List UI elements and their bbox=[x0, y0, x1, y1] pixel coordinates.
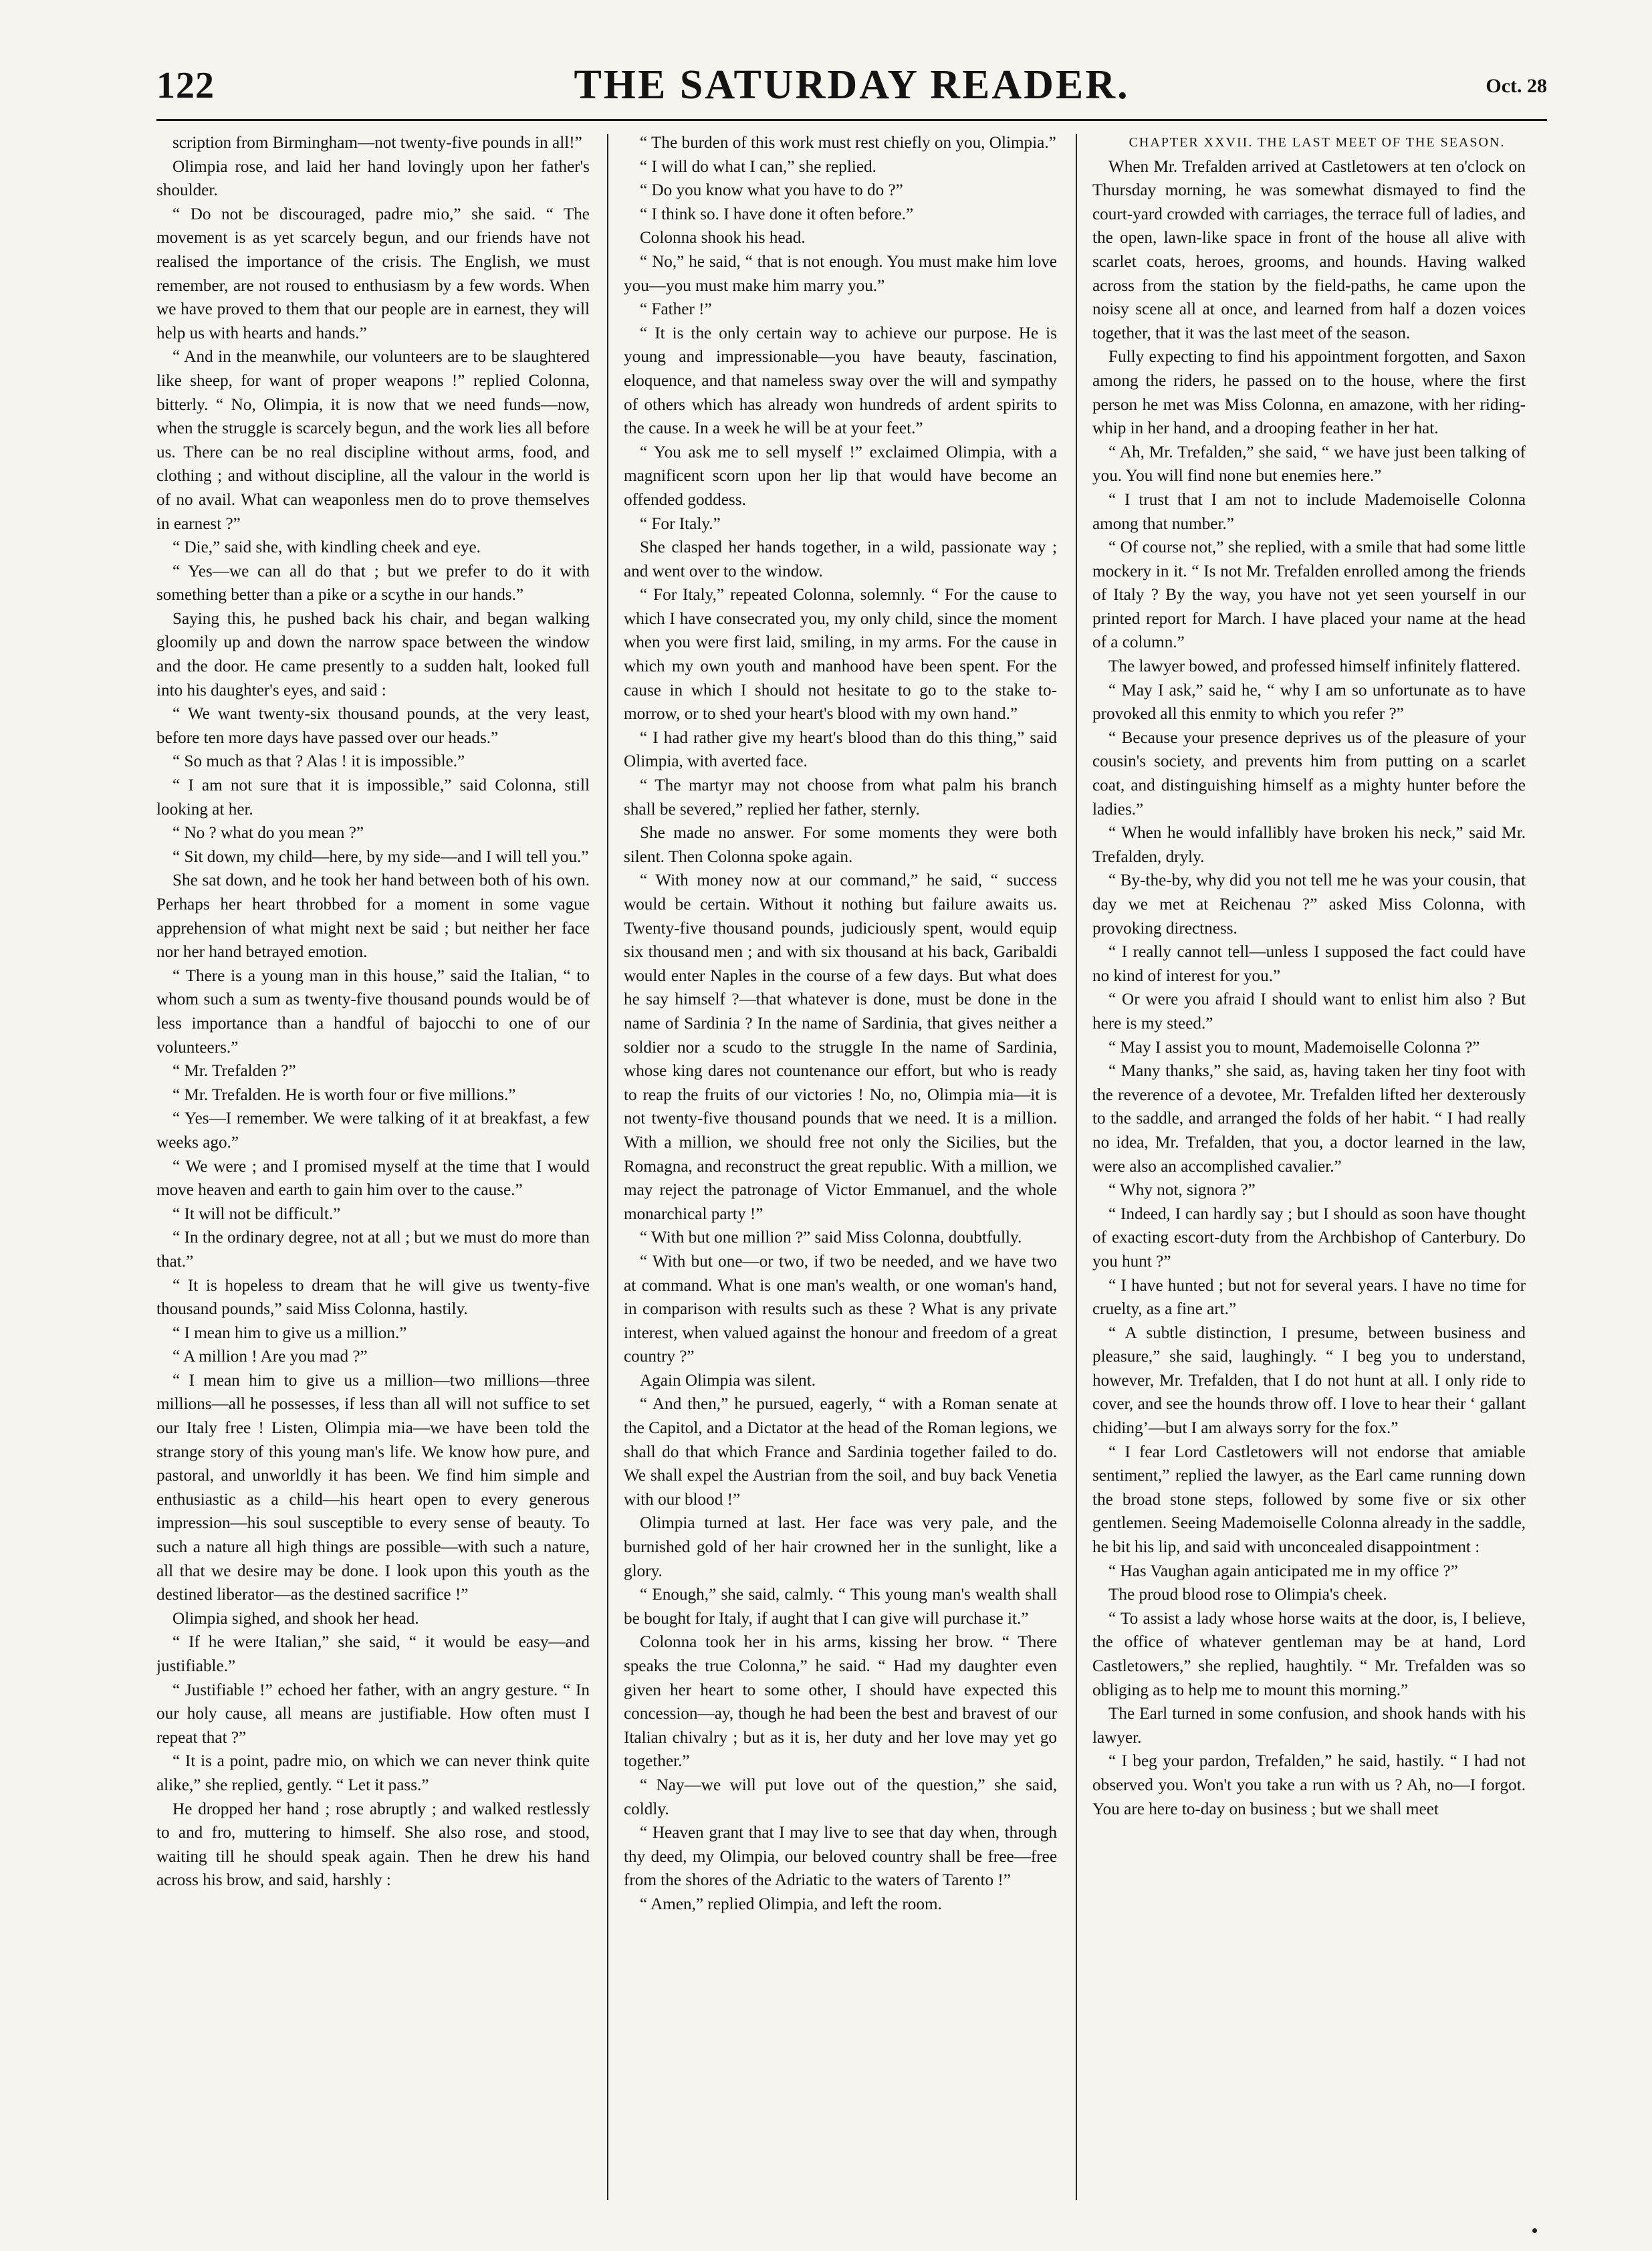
paragraph: “ Because your presence deprives us of the pleasure of your cousin's society, and prevents him from putting on a scarlet coat, and distinguishing himself as a mighty hunter before the ladies.” bbox=[1092, 728, 1526, 819]
paragraph: “ Amen,” replied Olimpia, and left the room. bbox=[640, 1895, 942, 1913]
paragraph: “ It is the only certain way to achieve our purpose. He is young and impressionable—you have beauty, fascination, eloquence, and that nameless sway over the will and sympathy of others which has already won hundreds of ardent spirits to the cause. In a week he will be at your feet.” bbox=[624, 324, 1057, 438]
column-divider bbox=[1076, 134, 1077, 2200]
paragraph: Colonna took her in his arms, kissing her brow. “ There speaks the true Colonna,” he said. “ Had my daughter even given her heart to some other, I should have expected this concession—ay, though he had been the best and bravest of our Italian chivalry ; but as it is, her duty and her love may yet go together.” bbox=[624, 1633, 1057, 1771]
paragraph: “ If he were Italian,” she said, “ it would be easy—and justifiable.” bbox=[156, 1633, 590, 1675]
paragraph: “ It is hopeless to dream that he will give us twenty-five thousand pounds,” said Miss Colonna, hastily. bbox=[156, 1276, 590, 1319]
column-divider bbox=[607, 134, 608, 2200]
paragraph: Olimpia rose, and laid her hand lovingly upon her father's shoulder. bbox=[156, 157, 590, 200]
paragraph: “ For Italy.” bbox=[640, 514, 721, 533]
paragraph: “ I am not sure that it is impossible,” said Colonna, still looking at her. bbox=[156, 776, 590, 819]
paragraph: The proud blood rose to Olimpia's cheek. bbox=[1108, 1586, 1387, 1604]
paragraph: When Mr. Trefalden arrived at Castletowers at ten o'clock on Thursday morning, he was somewhat dismayed to find the court-yard crowded with carriages, the terrace full of ladies, and the open, lawn-like space in front of the house all alive with scarlet coats, heroes, grooms, and hounds. Having walked across from the station by the field-paths, he came upon the noisy scene all at once, and learned from half a dozen voices together, that it was the last meet of the season. bbox=[1092, 157, 1526, 342]
paragraph: “ Why not, signora ?” bbox=[1108, 1181, 1256, 1200]
paragraph: “ It is a point, padre mio, on which we can never think quite alike,” she replied, gently. “ Let it pass.” bbox=[156, 1752, 590, 1794]
paragraph: “ Nay—we will put love out of the question,” she said, coldly. bbox=[624, 1776, 1057, 1818]
paragraph: “ Yes—I remember. We were talking of it at breakfast, a few weeks ago.” bbox=[156, 1109, 590, 1152]
paragraph: Saying this, he pushed back his chair, and began walking gloomily up and down the narrow space between the window and the door. He came presently to a sudden halt, looked full into his daughter's eyes, and said : bbox=[156, 609, 590, 700]
paragraph: “ For Italy,” repeated Colonna, solemnly. “ For the cause to which I have consecrated you, my only child, since the moment when you were first laid, smiling, in my arms. For the cause in which my own youth and manhood have been spent. For the cause in which I should not hesitate to go to the stake to-morrow, or to shed your heart's blood with my own hand.” bbox=[624, 586, 1057, 724]
paragraph: “ I trust that I am not to include Mademoiselle Colonna among that number.” bbox=[1092, 490, 1526, 533]
paragraph: Colonna shook his head. bbox=[640, 229, 806, 247]
paragraph: Olimpia turned at last. Her face was very pale, and the burnished gold of her hair crowned her in the sunlight, like a glory. bbox=[624, 1514, 1057, 1580]
paragraph: “ Sit down, my child—here, by my side—and I will tell you.” bbox=[172, 847, 589, 866]
issue-date: Oct. 28 bbox=[1486, 75, 1547, 97]
printer-mark bbox=[1532, 2228, 1537, 2233]
paragraph: He dropped her hand ; rose abruptly ; and walked restlessly to and fro, muttering to himself. She also rose, and stood, waiting till he should speak again. Then he drew his hand across his brow, and said, harshly : bbox=[156, 1800, 590, 1890]
paragraph: Again Olimpia was silent. bbox=[640, 1371, 816, 1390]
paragraph: “ The burden of this work must rest chiefly on you, Olimpia.” bbox=[640, 134, 1056, 152]
text-column-2 bbox=[624, 131, 1057, 2211]
paragraph: “ I have hunted ; but not for several years. I have no time for cruelty, as a fine art.” bbox=[1092, 1276, 1526, 1319]
paragraph: “ You ask me to sell myself !” exclaimed Olimpia, with a magnificent scorn upon her lip that would have become an offended goddess. bbox=[624, 443, 1057, 509]
paragraph: “ I beg your pardon, Trefalden,” he said, hastily. “ I had not observed you. Won't you take a run with us ? Ah, no—I forgot. You are here to-day on business ; but we shall meet bbox=[1092, 1752, 1526, 1818]
paragraph: “ Mr. Trefalden ?” bbox=[172, 1062, 296, 1081]
paragraph: The Earl turned in some confusion, and shook hands with his lawyer. bbox=[1092, 1705, 1526, 1747]
paragraph: “ Yes—we can all do that ; but we prefer to do it with something better than a pike or a scythe in our hands.” bbox=[156, 562, 590, 605]
paragraph: “ Justifiable !” echoed her father, with an angry gesture. “ In our holy cause, all means are justifiable. How often must I repeat that ?” bbox=[156, 1681, 590, 1747]
paragraph: “ Father !” bbox=[640, 300, 712, 319]
paragraph: “ I mean him to give us a million—two millions—three millions—all he possesses, if less than all will not suffice to set our Italy free ! Listen, Olimpia mia—we have been told the strange story of this young man's life. We know how pure, and pastoral, and unworldly it has been. We find him simple and enthusiastic as a child—his heart open to every generous impression—his soul susceptible to every sense of beauty. To such a nature all high things are possible—with such a nature, all that we desire may be done. I look upon this youth as the destined liberator—as the destined sacrifice !” bbox=[156, 1371, 590, 1604]
paragraph: “ I had rather give my heart's blood than do this thing,” said Olimpia, with averted face. bbox=[624, 728, 1057, 771]
paragraph: She clasped her hands together, in a wild, passionate way ; and went over to the window. bbox=[624, 538, 1057, 580]
paragraph: “ May I ask,” said he, “ why I am so unfortunate as to have provoked all this enmity to which you refer ?” bbox=[1092, 681, 1526, 724]
paragraph: “ With but one—or two, if two be needed, and we have two at command. What is one man's wealth, or one woman's hand, in comparison with results such as these ? What is any private interest, when valued against the honour and freedom of a great country ?” bbox=[624, 1252, 1057, 1366]
page-header bbox=[156, 62, 1547, 121]
paragraph: “ When he would infallibly have broken his neck,” said Mr. Trefalden, dryly. bbox=[1092, 824, 1526, 866]
publication-title: THE SATURDAY READER. bbox=[574, 62, 1130, 108]
paragraph: “ No,” he said, “ that is not enough. You must make him love you—you must make him marry you.” bbox=[624, 252, 1057, 295]
paragraph: She made no answer. For some moments they were both silent. Then Colonna spoke again. bbox=[624, 824, 1057, 866]
paragraph: “ A million ! Are you mad ?” bbox=[172, 1348, 368, 1366]
page-number: 122 bbox=[156, 65, 215, 106]
paragraph: “ I really cannot tell—unless I supposed the fact could have no kind of interest for you.” bbox=[1092, 943, 1526, 985]
paragraph: “ I mean him to give us a million.” bbox=[172, 1323, 407, 1342]
text-column-1 bbox=[156, 131, 590, 2211]
paragraph: Fully expecting to find his appointment forgotten, and Saxon among the riders, he passed on to the house, where the first person he met was Miss Colonna, en amazone, with her riding-whip in her hand, and a drooping feather in her hat. bbox=[1092, 348, 1526, 438]
paragraph: “ Do not be discouraged, padre mio,” she said. “ The movement is as yet scarcely begun, and our friends have not realised the importance of the crisis. The English, we must remember, are not roused to enthusiasm by a few words. When we have proved to them that our people are in earnest, they will help us with hearts and hands.” bbox=[156, 205, 590, 342]
chapter-heading: CHAPTER XXVII. THE LAST MEET OF THE SEASON. bbox=[1129, 135, 1506, 150]
paragraph: Olimpia sighed, and shook her head. bbox=[172, 1609, 419, 1628]
paragraph: “ No ? what do you mean ?” bbox=[172, 824, 364, 843]
paragraph: “ Indeed, I can hardly say ; but I should as soon have thought of exacting escort-duty from the Archbishop of Canterbury. Do you hunt ?” bbox=[1092, 1204, 1526, 1271]
paragraph: “ A subtle distinction, I presume, between business and pleasure,” she said, laughingly. “ I beg you to understand, however, Mr. Trefalden, that I do not hunt at all. I only ride to cover, and see the hounds throw off. I love to hear their ‘ gallant chiding’—but I am always sorry for the fox.” bbox=[1092, 1323, 1526, 1438]
paragraph: “ Of course not,” she replied, with a smile that had some little mockery in it. “ Is not Mr. Trefalden enrolled among the friends of Italy ? By the way, you have not yet seen yourself in our printed report for March. I have placed your name at the head of a column.” bbox=[1092, 538, 1526, 652]
paragraph: “ I will do what I can,” she replied. bbox=[640, 157, 876, 176]
paragraph: “ Enough,” she said, calmly. “ This young man's wealth shall be bought for Italy, if aught that I can give will purchase it.” bbox=[624, 1586, 1057, 1628]
paragraph: The lawyer bowed, and professed himself infinitely flattered. bbox=[1108, 657, 1521, 676]
paragraph: “ By-the-by, why did you not tell me he was your cousin, that day we met at Reichenau ?” asked Miss Colonna, with provoking directness. bbox=[1092, 871, 1526, 938]
paragraph: “ Ah, Mr. Trefalden,” she said, “ we have just been talking of you. You will find none but enemies here.” bbox=[1092, 443, 1526, 486]
text-column-3 bbox=[1092, 131, 1526, 2211]
paragraph: “ With but one million ?” said Miss Colonna, doubtfully. bbox=[640, 1228, 1022, 1247]
paragraph: scription from Birmingham—not twenty-five pounds in all!” bbox=[172, 134, 582, 152]
paragraph: “ I fear Lord Castletowers will not endorse that amiable sentiment,” replied the lawyer, as the Earl came running down the broad stone steps, followed by some five or six other gentlemen. Seeing Mademoiselle Colonna already in the saddle, he bit his lip, and said with unconcealed disappointment : bbox=[1092, 1442, 1526, 1557]
paragraph: She sat down, and he took her hand between both of his own. Perhaps her heart throbbed for a moment in some vague apprehension of what might next be said ; but neither her face nor her hand betrayed emotion. bbox=[156, 871, 590, 962]
paragraph: “ Heaven grant that I may live to see that day when, through thy deed, my Olimpia, our beloved country shall be free—free from the shores of the Adriatic to the waters of Tarento !” bbox=[624, 1824, 1057, 1890]
paragraph: “ We want twenty-six thousand pounds, at the very least, before ten more days have passed over our heads.” bbox=[156, 705, 590, 747]
paragraph: “ Or were you afraid I should want to enlist him also ? But here is my steed.” bbox=[1092, 990, 1526, 1033]
paragraph: “ To assist a lady whose horse waits at the door, is, I believe, the office of whatever gentleman may be at hand, Lord Castletowers,” she replied, haughtily. “ Mr. Trefalden was so obliging as to help me to mount this morning.” bbox=[1092, 1609, 1526, 1699]
paragraph: “ Die,” said she, with kindling cheek and eye. bbox=[172, 538, 481, 557]
paragraph: “ I think so. I have done it often before.” bbox=[640, 205, 914, 223]
paragraph: “ We were ; and I promised myself at the time that I would move heaven and earth to gain him over to the cause.” bbox=[156, 1157, 590, 1200]
paragraph: “ It will not be difficult.” bbox=[172, 1204, 341, 1223]
paragraph: “ In the ordinary degree, not at all ; but we must do more than that.” bbox=[156, 1228, 590, 1271]
paragraph: “ May I assist you to mount, Mademoiselle Colonna ?” bbox=[1108, 1038, 1480, 1057]
paragraph: “ Do you know what you have to do ?” bbox=[640, 181, 903, 200]
paragraph: “ Many thanks,” she said, as, having taken her tiny foot with the reverence of a devotee, Mr. Trefalden lifted her dexterously to the saddle, and arranged the folds of her habit. “ I had really no idea, Mr. Trefalden, that you, a doctor learned in the law, were also an accomplished cavalier.” bbox=[1092, 1062, 1526, 1176]
paragraph: “ The martyr may not choose from what palm his branch shall be severed,” replied her father, sternly. bbox=[624, 776, 1057, 819]
paragraph: “ With money now at our command,” he said, “ success would be certain. Without it nothing but failure awaits us. Twenty-five thousand pounds, judiciously spent, would equip six thousand men ; and with six thousand at his back, Garibaldi would enter Naples in the course of a few days. But what does he say himself ?—that whatever is done, must be done in the name of Sardinia ? In the name of Sardinia, that gives neither a soldier nor a scudo to the struggle In the name of Sardinia, whose king dares not countenance our effort, but who is ready to reap the fruits of our victories ! No, no, Olimpia mia—it is not twenty-five thousand pounds that we need. It is a million. With a million, we should free not only the Sicilies, but the Romagna, and reconstruct the great republic. With a million, we may reject the patronage of Victor Emmanuel, and the whole monarchical party !” bbox=[624, 871, 1057, 1223]
paragraph: “ Mr. Trefalden. He is worth four or five millions.” bbox=[172, 1085, 516, 1104]
paragraph: “ And in the meanwhile, our volunteers are to be slaughtered like sheep, for want of proper weapons !” replied Colonna, bitterly. “ No, Olimpia, it is now that we need funds—now, when the struggle is scarcely begun, and the work lies all before us. There can be no real discipline without arms, food, and clothing ; and without discipline, all the valour in the world is of no avail. What can weaponless men do to prove themselves in earnest ?” bbox=[156, 348, 590, 533]
paragraph: “ Has Vaughan again anticipated me in my office ?” bbox=[1108, 1562, 1458, 1580]
paragraph: “ So much as that ? Alas ! it is impossible.” bbox=[172, 752, 465, 771]
paragraph: “ And then,” he pursued, eagerly, “ with a Roman senate at the Capitol, and a Dictator at the head of the Roman legions, we shall do that which France and Sardinia together failed to do. We shall expel the Austrian from the soil, and buy back Venetia with our blood !” bbox=[624, 1395, 1057, 1509]
paragraph: “ There is a young man in this house,” said the Italian, “ to whom such a sum as twenty-five thousand pounds would be of less importance than a handful of bajocchi to one of our volunteers.” bbox=[156, 966, 590, 1057]
